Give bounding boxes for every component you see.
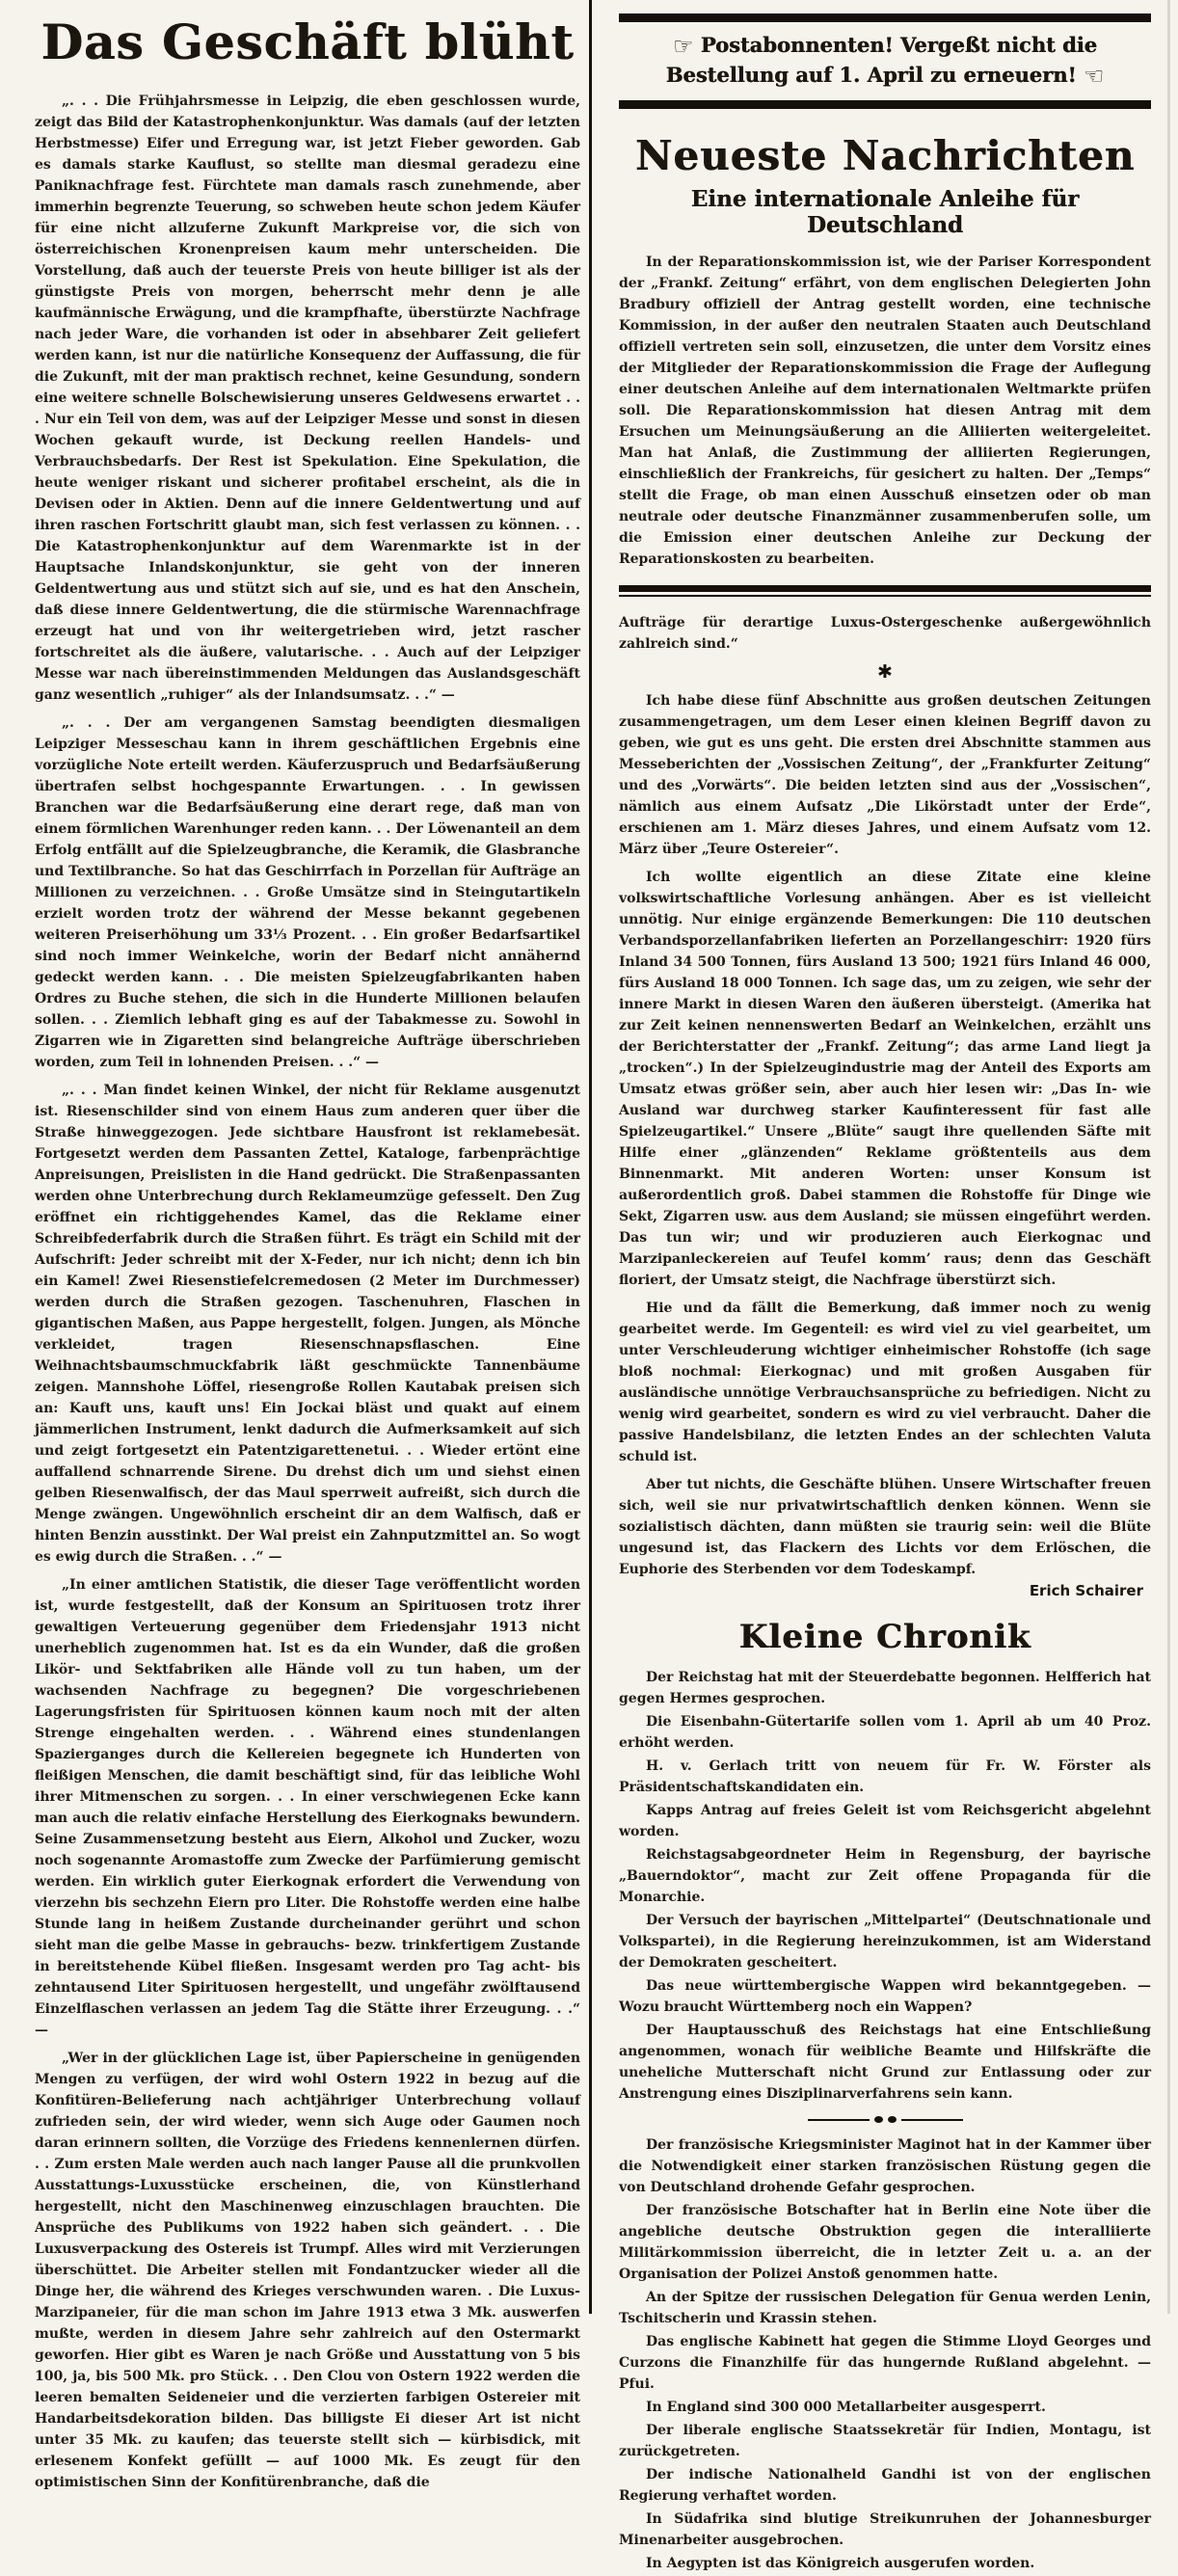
right-column <box>619 0 1151 2576</box>
section-rule-thick <box>619 585 1151 592</box>
article-paragraph: „Wer in der glücklichen Lage ist, über Papierscheine in genügenden Mengen zu verfügen, der wird wohl Ostern 1922 in bezug auf die Konfitüren-Belieferung nach achtjähriger Unterbrechung vollauf zufrieden sein, der wird wieder, wenn sich Auge oder Gaumen noch daran erinnern sollten, die Vorzüge des Friedens kennenlernen dürfen. . . Zum ersten Male werden auch nach langer Pause all die prunkvollen Ausstattungs-Luxusstücke erscheinen, die, von Künstlerhand hergestellt, nicht den Maschinenweg einzuschlagen brauchten. Die Ansprüche des Publikums von 1922 haben sich geändert. . . Die Luxusverpackung des Ostereis ist Trumpf. Alles wird mit Verzierungen überschüttet. Die Arbeiter stellen mit Fondantzucker wieder all die Dinge her, die während des Krieges verschwunden waren. . Die Luxus-Marzipaneier, für die man schon im Jahre 1913 etwa 3 Mk. auswerfen mußte, werden in diesem Jahre sehr zahlreich auf den Ostermarkt geworfen. Hier gibt es Waren je nach Größe und Ausstattung von 5 bis 100, ja, bis 500 Mk. pro Stück. . . Den Clou von Ostern 1922 werden die leeren bemalten Seideneier und die verzierten farbigen Ostereier mit Handarbeitsdekoration bilden. Das billigste Ei dieser Art ist nicht unter 35 Mk. zu kaufen; das teuerste stellt sich — kürbisdick, mit erlesenem Konfekt gefüllt — auf 1000 Mk. Es zeugt für den optimistischen Sinn der Konfitürenbranche, daß die <box>35 2051 580 2490</box>
star-divider-icon: ✱ <box>877 661 893 683</box>
article-continuation <box>619 612 1151 655</box>
chronicle-item: Der Reichstag hat mit der Steuerdebatte begonnen. Helfferich hat gegen Hermes gesprochen. <box>619 1670 1151 1706</box>
subscription-notice-text: Postabonnenten! Vergeßt nicht die Bestellung auf 1. April zu erneuern! <box>665 33 1098 87</box>
ornament-line <box>808 2119 870 2121</box>
section-rule-thin <box>619 595 1151 597</box>
page-edge <box>1167 0 1170 2314</box>
news-body <box>619 252 1151 570</box>
ornament-dot <box>888 2116 897 2123</box>
article-paragraph: „. . . Man findet keinen Winkel, der nicht für Reklame ausgenutzt ist. Riesenschilder sind von einem Haus zum anderen quer über die Straße hinweggezogen. Jede sichtbare Hausfront ist reklamebesät. Fortgesetzt werden dem Passanten Zettel, Kataloge, farbenprächtige Anpreisungen, Preislisten in die Hand gedrückt. Die Straßenpassanten werden ohne Unterbrechung durch Reklameumzüge gefesselt. Den Zug eröffnet ein richtiggehendes Kamel, das die Reklame einer Schreibfederfabrik durch die Straßen führt. Es trägt ein Schild mit der Aufschrift: Jeder schreibt mit der X-Feder, nur ich nicht; denn ich bin ein Kamel! Zwei Riesenstiefelcremedosen (2 Meter im Durchmesser) werden durch die Straßen gezogen. Taschenuhren, Flaschen in gigantischen Maßen, aus Pappe hergestellt, folgen. Jungen, als Mönche verkleidet, tragen Riesenschnapsflaschen. Eine Weihnachtsbaumschmuckfabrik läßt geschmückte Tannenbäume zeigen. Mannshohe Löffel, riesengroße Rollen Kautabak preisen sich an: Kauft uns, kauft uns! Ein Jockai bläst und quakt auf einem jämmerlichen Instrument, lenkt dadurch die Aufmerksamkeit auf sich und zeigt fortgesetzt ein Patentzigarettenetui. . . Wieder ertönt eine auffallend schnarrende Sirene. Du drehst dich um und siehst einen gelben Riesenwalfisch, der das Maul sperrweit aufreißt, sich durch die Menge zwängen. Ungewöhnlich erscheint dir an dem Walfisch, daß er hinten Benzin ausstinkt. Der Wal preist ein Zahnputzmittel an. So wogt es ewig durch die Straßen. . .“ — <box>35 1083 580 1565</box>
ornament-line <box>901 2119 963 2121</box>
chronicle-item: Der Versuch der bayrischen „Mittelpartei“ (Deutschnationale und Volkspartei), in die Regierung hereinzukommen, ist am Widerstand der Demokraten gescheitert. <box>619 1913 1151 1971</box>
news-subheadline: Eine internationale Anleihe für Deutschland <box>690 186 1080 238</box>
article-paragraph: „In einer amtlichen Statistik, die dieser Tage veröffentlicht worden ist, wurde festgestellt, daß der Konsum an Spirituosen trotz ihrer gewaltigen Verteuerung gegenüber dem Friedensjahr 1913 nicht unerheblich zugenommen hat. Ist es da ein Wunder, daß die großen Likör- und Sektfabriken alle Hände voll zu tun haben, um der wachsenden Nachfrage zu begegnen? Die vorgeschriebenen Lagerungsfristen für Spirituosen können kaum noch mit der alten Strenge eingehalten werden. . . Während eines stundenlangen Spazierganges durch die Kellereien begegnete ich Hunderten von fleißigen Menschen, die damit beschäftigt sind, für das leibliche Wohl ihrer Mitmenschen zu sorgen. . . In einer verschwiegenen Ecke kann man auch die relativ einfache Herstellung des Eierkognaks bewundern. Seine Zusammensetzung besteht aus Eiern, Alkohol und Zucker, wozu noch sogenannte Aromastoffe zum Zwecke der Parfümierung gemischt werden. Ein wirklich guter Eierkognak erfordert die Verwendung von vierzehn bis sechzehn Eiern pro Liter. Die Rohstoffe werden eine halbe Stunde lang in heißem Zustande durcheinander gerührt und schon sieht man die gelbe Masse in gebrauchs- bezw. trinkfertigem Zustande in bereitstehende Kübel fließen. Insgesamt werden pro Tag acht- bis zehntausend Liter Spirituosen hergestellt, und ungefähr zwölftausend Einzelflaschen verlassen an jedem Tag die Stätte ihrer Erzeugung. . .“ — <box>35 1577 580 2038</box>
notice-rule-top <box>619 13 1151 22</box>
chronicle-item: Der indische Nationalheld Gandhi ist von der englischen Regierung verhaftet worden. <box>619 2467 1151 2504</box>
article-paragraph: „. . . Der am vergangenen Samstag beendigten diesmaligen Leipziger Messeschau kann in ihrem geschäftlichen Ergebnis eine vorzügliche Note erteilt werden. Käuferzuspruch und Bedarfsäußerung übertrafen selbst hochgespannte Erwartungen. . . In gewissen Branchen war die Bedarfsäußerung eine derart rege, daß man von einem förmlichen Warenhunger reden kann. . . Der Löwenanteil an dem Erfolg entfällt auf die Spielzeugbranche, die Keramik, die Glasbranche und Textilbranche. So hat das Geschirrfach in Porzellan für Aufträge an Millionen zu verzeichnen. . . Große Umsätze sind in Steingutartikeln erzielt worden trotz der während der Messe bekannt gegebenen weiteren Preiserhöhung um 33⅓ Prozent. . . Ein großer Bedarfsartikel sind noch immer Weinkelche, worin der Bedarf nicht annähernd gedeckt werden kann. . . Die meisten Spielzeugfabrikanten haben Ordres zu Buche stehen, die sich in die Hunderte Millionen belaufen sollen. . . Ziemlich lebhaft ging es auf der Tabakmesse zu. Sowohl in Zigarren wie in Zigaretten sind belangreiche Aufträge überschrieben worden, zum Teil in lohnenden Preisen. . .“ — <box>35 715 580 1070</box>
chronicle-item: Der Hauptausschuß des Reichstags hat eine Entschließung angenommen, wonach für weibliche Beamte und Hilfskräfte die uneheliche Mutterschaft nicht Grund zur Entlassung oder zur Anstrengung eines Disziplinarverfahrens sein kann. <box>619 2023 1151 2102</box>
chronicle-item: Reichstagsabgeordneter Heim in Regensburg, der bayrische „Bauerndoktor“, macht zur Zeit offene Propaganda für die Monarchie. <box>619 1847 1151 1905</box>
chronicle-item: Kapps Antrag auf freies Geleit ist vom Reichsgericht abgelehnt worden. <box>619 1803 1151 1839</box>
commentary-body <box>619 690 1151 1580</box>
chronicle-item: Das englische Kabinett hat gegen die Stimme Lloyd Georges und Curzons die Finanzhilfe für das hungernde Rußland abgelehnt. — Pfui. <box>619 2334 1151 2392</box>
ornament-dot <box>874 2116 883 2123</box>
chronicle-item: In Südafrika sind blutige Streikunruhen der Johannesburger Minenarbeiter ausgebrochen. <box>619 2511 1151 2548</box>
chronicle-item: Der französische Botschafter hat in Berlin eine Note über die angebliche deutsche Obstruktion gegen die interalliierte Militärkommission überreicht, die in letzter Zeit u. a. an der Organisation der Polizei Anstoß genommen hatte. <box>619 2203 1151 2282</box>
commentary-paragraph: Aber tut nichts, die Geschäfte blühen. Unsere Wirtschafter freuen sich, weil sie nur privatwirtschaftlich denken können. Wenn sie sozialistisch dächten, dann müßten sie traurig sein: weil die Blüte ungesund ist, das Flackern des Lichts vor dem Erlöschen, die Euphorie des Sterbenden vor dem Todeskampf. <box>619 1477 1151 1577</box>
chronicle-item: Der französische Kriegsminister Maginot hat in der Kammer über die Notwendigkeit einer starken französischen Rüstung gegen die von Deutschland drohende Gefahr gesprochen. <box>619 2137 1151 2195</box>
chronicle-item: Das neue württembergische Wappen wird bekanntgegeben. — Wozu braucht Württemberg noch ein Wappen? <box>619 1978 1151 2015</box>
chronicle-headline: Kleine Chronik <box>738 1618 1031 1656</box>
ornament-divider <box>619 2116 1151 2123</box>
article-headline: Das Geschäft blüht <box>40 13 575 70</box>
manicule-right-icon: ☞ <box>672 33 694 60</box>
article-body <box>35 91 580 2493</box>
manicule-left-icon: ☜ <box>1083 63 1105 90</box>
left-column <box>35 0 580 2500</box>
news-section-headline: Neueste Nachrichten <box>634 132 1136 179</box>
chronicle-item: In England sind 300 000 Metallarbeiter ausgesperrt. <box>646 2400 1046 2415</box>
commentary-paragraph: Hie und da fällt die Bemerkung, daß immer noch zu wenig gearbeitet werde. Im Gegenteil: es wird viel zu viel gearbeitet, um unter Verschleuderung wichtiger einheimischer Rohstoffe (ich sage bloß nochmal: Eierkognac) und mit großen Ausgaben für ausländische unnötige Verbrauchsansprüche zu befriedigen. Nicht zu wenig wird gearbeitet, sondern es wird zu viel verbraucht. Daher die passive Handelsbilanz, die letzten Endes an der schlechten Valuta schuld ist. <box>619 1301 1151 1464</box>
commentary-paragraph: Ich habe diese fünf Abschnitte aus großen deutschen Zeitungen zusammengetragen, um dem Leser einen kleinen Begriff davon zu geben, wie gut es uns geht. Die ersten drei Abschnitte stammen aus Messeberichten der „Vossischen Zeitung“, der „Frankfurter Zeitung“ und des „Vorwärts“. Die beiden letzten sind aus der „Vossischen“, nämlich aus einem Aufsatz „Die Likörstadt unter der Erde“, erschienen am 1. März dieses Jahres, und einem Aufsatz vom 12. März über „Teure Ostereier“. <box>619 693 1151 857</box>
subscription-notice <box>619 22 1151 100</box>
news-paragraph: In der Reparationskommission ist, wie der Pariser Korrespondent der „Frankf. Zeitung“ erfährt, von dem englischen Delegierten John Bradbury offiziell der Antrag gestellt worden, eine technische Kommission, in der außer den neutralen Staaten auch Deutschland offiziell vertreten sein soll, einzusetzen, die unter dem Vorsitz eines der Mitglieder der Reparationskommission die Frage der Auflegung einer deutschen Anleihe auf dem internationalen Weltmarkte prüfen soll. Die Reparationskommission hat diesen Antrag mit dem Ersuchen um Meinungsäußerung an die Alliierten weitergeleitet. Man hat Anlaß, die Zustimmung der alliierten Regierungen, einschließlich der Frankreichs, für gesichert zu halten. Der „Temps“ stellt die Frage, ob man einen Ausschuß einsetzen oder ob man neutrale oder deutsche Finanzmänner zusammenberufen solle, um die Emission einer deutschen Anleihe zur Deckung der Reparationskosten zu bearbeiten. <box>619 255 1151 567</box>
commentary-paragraph: Ich wollte eigentlich an diese Zitate eine kleine volkswirtschaftliche Vorlesung anhängen. Aber es ist vielleicht unnötig. Nur einige ergänzende Bemerkungen: Die 110 deutschen Verbandsporzellanfabriken lieferten an Porzellangeschirr: 1920 fürs Inland 34 500 Tonnen, fürs Ausland 13 500; 1921 fürs Inland 46 000, fürs Ausland 18 000 Tonnen. Ich sage das, um zu zeigen, wie sehr der innere Markt in diesen Waren den äußeren übersteigt. (Amerika hat zur Zeit keinen nennenswerten Bedarf an Weinkelchen, erzählt uns der Berichterstatter der „Frankf. Zeitung“; das arme Land liegt ja „trocken“.) In der Spielzeugindustrie mag der Anteil des Exports am Umsatz etwas größer sein, aber auch hier lesen wir: „Das In- wie Ausland war durchweg starker Kaufinteressent für fast alle Spielzeugartikel.“ Unsere „Blüte“ saugt ihre quellenden Säfte mit Hilfe einer „glänzenden“ Reklame größtenteils aus dem Binnenmarkt. Mit anderen Worten: unser Konsum ist außerordentlich groß. Dabei stammen die Rohstoffe für Dinge wie Sekt, Zigarren usw. aus dem Ausland; sie müssen eingeführt werden. Das tun wir; und wir produzieren auch Eierkognac und Marzipanleckereien auf Teufel komm’ raus; denn das Geschäft floriert, der Umsatz steigt, die Nachfrage überstürzt sich. <box>619 870 1151 1288</box>
notice-rule-bottom <box>619 100 1151 109</box>
chronicle-item: An der Spitze der russischen Delegation für Genua werden Lenin, Tschitscherin und Krassin stehen. <box>619 2290 1151 2326</box>
author-signature: Erich Schairer <box>1029 1582 1143 1599</box>
article-continuation-text: Aufträge für derartige Luxus-Ostergeschenke außergewöhnlich zahlreich sind.“ <box>619 615 1151 652</box>
chronicle-item: Die Eisenbahn-Gütertarife sollen vom 1. April ab um 40 Proz. erhöht werden. <box>619 1714 1151 1751</box>
article-paragraph: „. . . Die Frühjahrsmesse in Leipzig, die eben geschlossen wurde, zeigt das Bild der Katastrophenkonjunktur. Was damals (auf der letzten Herbstmesse) Eifer und Erregung war, ist jetzt Fieber geworden. Gab es damals starke Kauflust, so stellte man diesmal geradezu eine Paniknachfrage fest. Fürchtete man damals rasch zunehmende, aber immerhin begrenzte Teuerung, so schweben heute schon jedem Käufer für eine nicht allzuferne Zukunft Markpreise vor, die sich von österreichischen Kronenpreisen kaum mehr unterscheiden. Die Vorstellung, daß auch der teuerste Preis von heute billiger ist als der günstigste Preis von morgen, beherrscht mehr denn je alle kaufmännische Erwägung, und die krampfhafte, überstürzte Nachfrage nach jeder Ware, die vorhanden ist oder in absehbarer Zeit geliefert werden kann, ist nur die natürliche Konsequenz der Auffassung, die für die Zukunft, mit der man praktisch rechnet, keine Gesundung, sondern eine weitere schnelle Bolschewisierung unseres Geldwesens erwartet . . . Nur ein Teil von dem, was auf der Leipziger Messe und sonst in diesen Wochen gekauft wurde, ist Deckung reellen Handels- und Verbrauchsbedarfs. Der Rest ist Spekulation. Eine Spekulation, die heute weniger riskant und sicherer profitabel erscheint, als die in Devisen oder in Aktien. Denn auf die innere Geldentwertung und auf ihren raschen Fortschritt glaubt man, sich fest verlassen zu können. . . Die Katastrophenkonjunktur auf dem Warenmarkte ist in der Hauptsache Inlandskonjunktur, sie geht von der inneren Geldentwertung aus und stützt sich auf sie, und es hat den Anschein, daß diese innere Geldentwertung, die die stürmische Warennachfrage erzeugt hat und von ihr weitergetrieben wird, jetzt rascher fortschreitet als die äußere, valutarische. . . Auch auf der Leipziger Messe war nach übereinstimmenden Meldungen das Auslandsgeschäft ganz wesentlich „ruhiger“ als der Inlandsumsatz. . .“ — <box>35 94 580 703</box>
column-divider-rule <box>589 0 592 2314</box>
chronicle-items-group1 <box>619 1667 1151 2105</box>
chronicle-item: In Aegypten ist das Königreich ausgerufen worden. <box>646 2556 1035 2571</box>
chronicle-item: H. v. Gerlach tritt von neuem für Fr. W. Förster als Präsidentschaftskandidaten ein. <box>619 1758 1151 1795</box>
chronicle-item: Der liberale englische Staatssekretär für Indien, Montagu, ist zurückgetreten. <box>619 2423 1151 2459</box>
chronicle-items-group2 <box>619 2134 1151 2574</box>
